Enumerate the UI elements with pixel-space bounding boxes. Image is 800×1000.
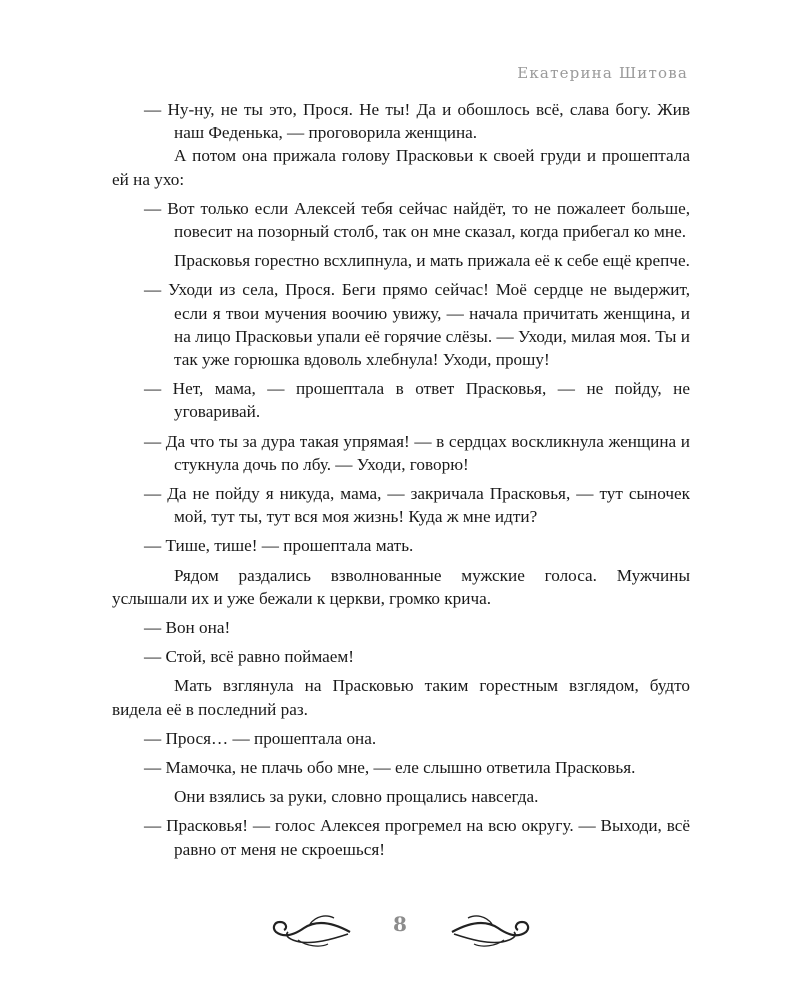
paragraph: — Нет, мама, — прошептала в ответ Прасковья, — не пойду, не уговаривай.: [144, 379, 690, 422]
paragraph: — Мамочка, не плачь обо мне, — еле слышно ответила Прасковья.: [144, 758, 636, 778]
paragraph: — Да не пойду я никуда, мама, — закричала Прасковья, — тут сыночек мой, тут ты, тут вся моя жизнь! Куда ж мне идти?: [144, 484, 690, 527]
page-footer: [0, 906, 800, 956]
paragraph: А потом она прижала голову Прасковьи к своей груди и прошептала ей на ухо:: [112, 146, 690, 189]
paragraph: Они взялись за руки, словно прощались навсегда.: [174, 787, 539, 807]
paragraph: — Уходи из села, Прося. Беги прямо сейчас! Моё сердце не выдержит, если я твои мучения воочию увижу, — начала причитать женщина, и на лицо Прасковьи упали её горячие слёзы. — Уходи, милая моя. Ты и так уже горюшка вдоволь хлебнула! Уходи, прошу!: [144, 280, 690, 370]
paragraph: — Прося… — прошептала она.: [144, 728, 377, 748]
paragraph: — Вот только если Алексей тебя сейчас найдёт, то не пожалеет больше, повесит на позорный столб, так он мне сказал, когда прибегал ко мне.: [144, 198, 690, 242]
running-head: Екатерина Шитова: [517, 64, 688, 82]
swirl-ornament-icon: [450, 910, 532, 950]
paragraph: — Ну-ну, не ты это, Прося. Не ты! Да и обошлось всё, слава богу. Жив наш Феденька, — проговорила женщина.: [144, 100, 690, 143]
paragraph: — Прасковья! — голос Алексея прогремел на всю округу. — Выходи, всё равно от меня не скроешься!: [144, 816, 690, 859]
body-text: [112, 98, 690, 861]
paragraph: — Да что ты за дура такая упрямая! — в сердцах воскликнула женщина и стукнула дочь по лбу. — Уходи, говорю!: [144, 431, 690, 474]
paragraph: Рядом раздались взволнованные мужские голоса. Мужчины услышали их и уже бежали к церкви, громко крича.: [112, 565, 690, 608]
swirl-ornament-icon: [270, 910, 352, 950]
paragraph: — Стой, всё равно поймаем!: [144, 647, 354, 667]
page-number: 8: [393, 912, 407, 936]
paragraph: — Вон она!: [144, 618, 231, 638]
paragraph: Мать взглянула на Прасковью таким горестным взглядом, будто видела её в последний раз.: [112, 676, 690, 719]
paragraph: — Тише, тише! — прошептала мать.: [144, 536, 414, 556]
paragraph: Прасковья горестно всхлипнула, и мать прижала её к себе ещё крепче.: [174, 251, 690, 271]
